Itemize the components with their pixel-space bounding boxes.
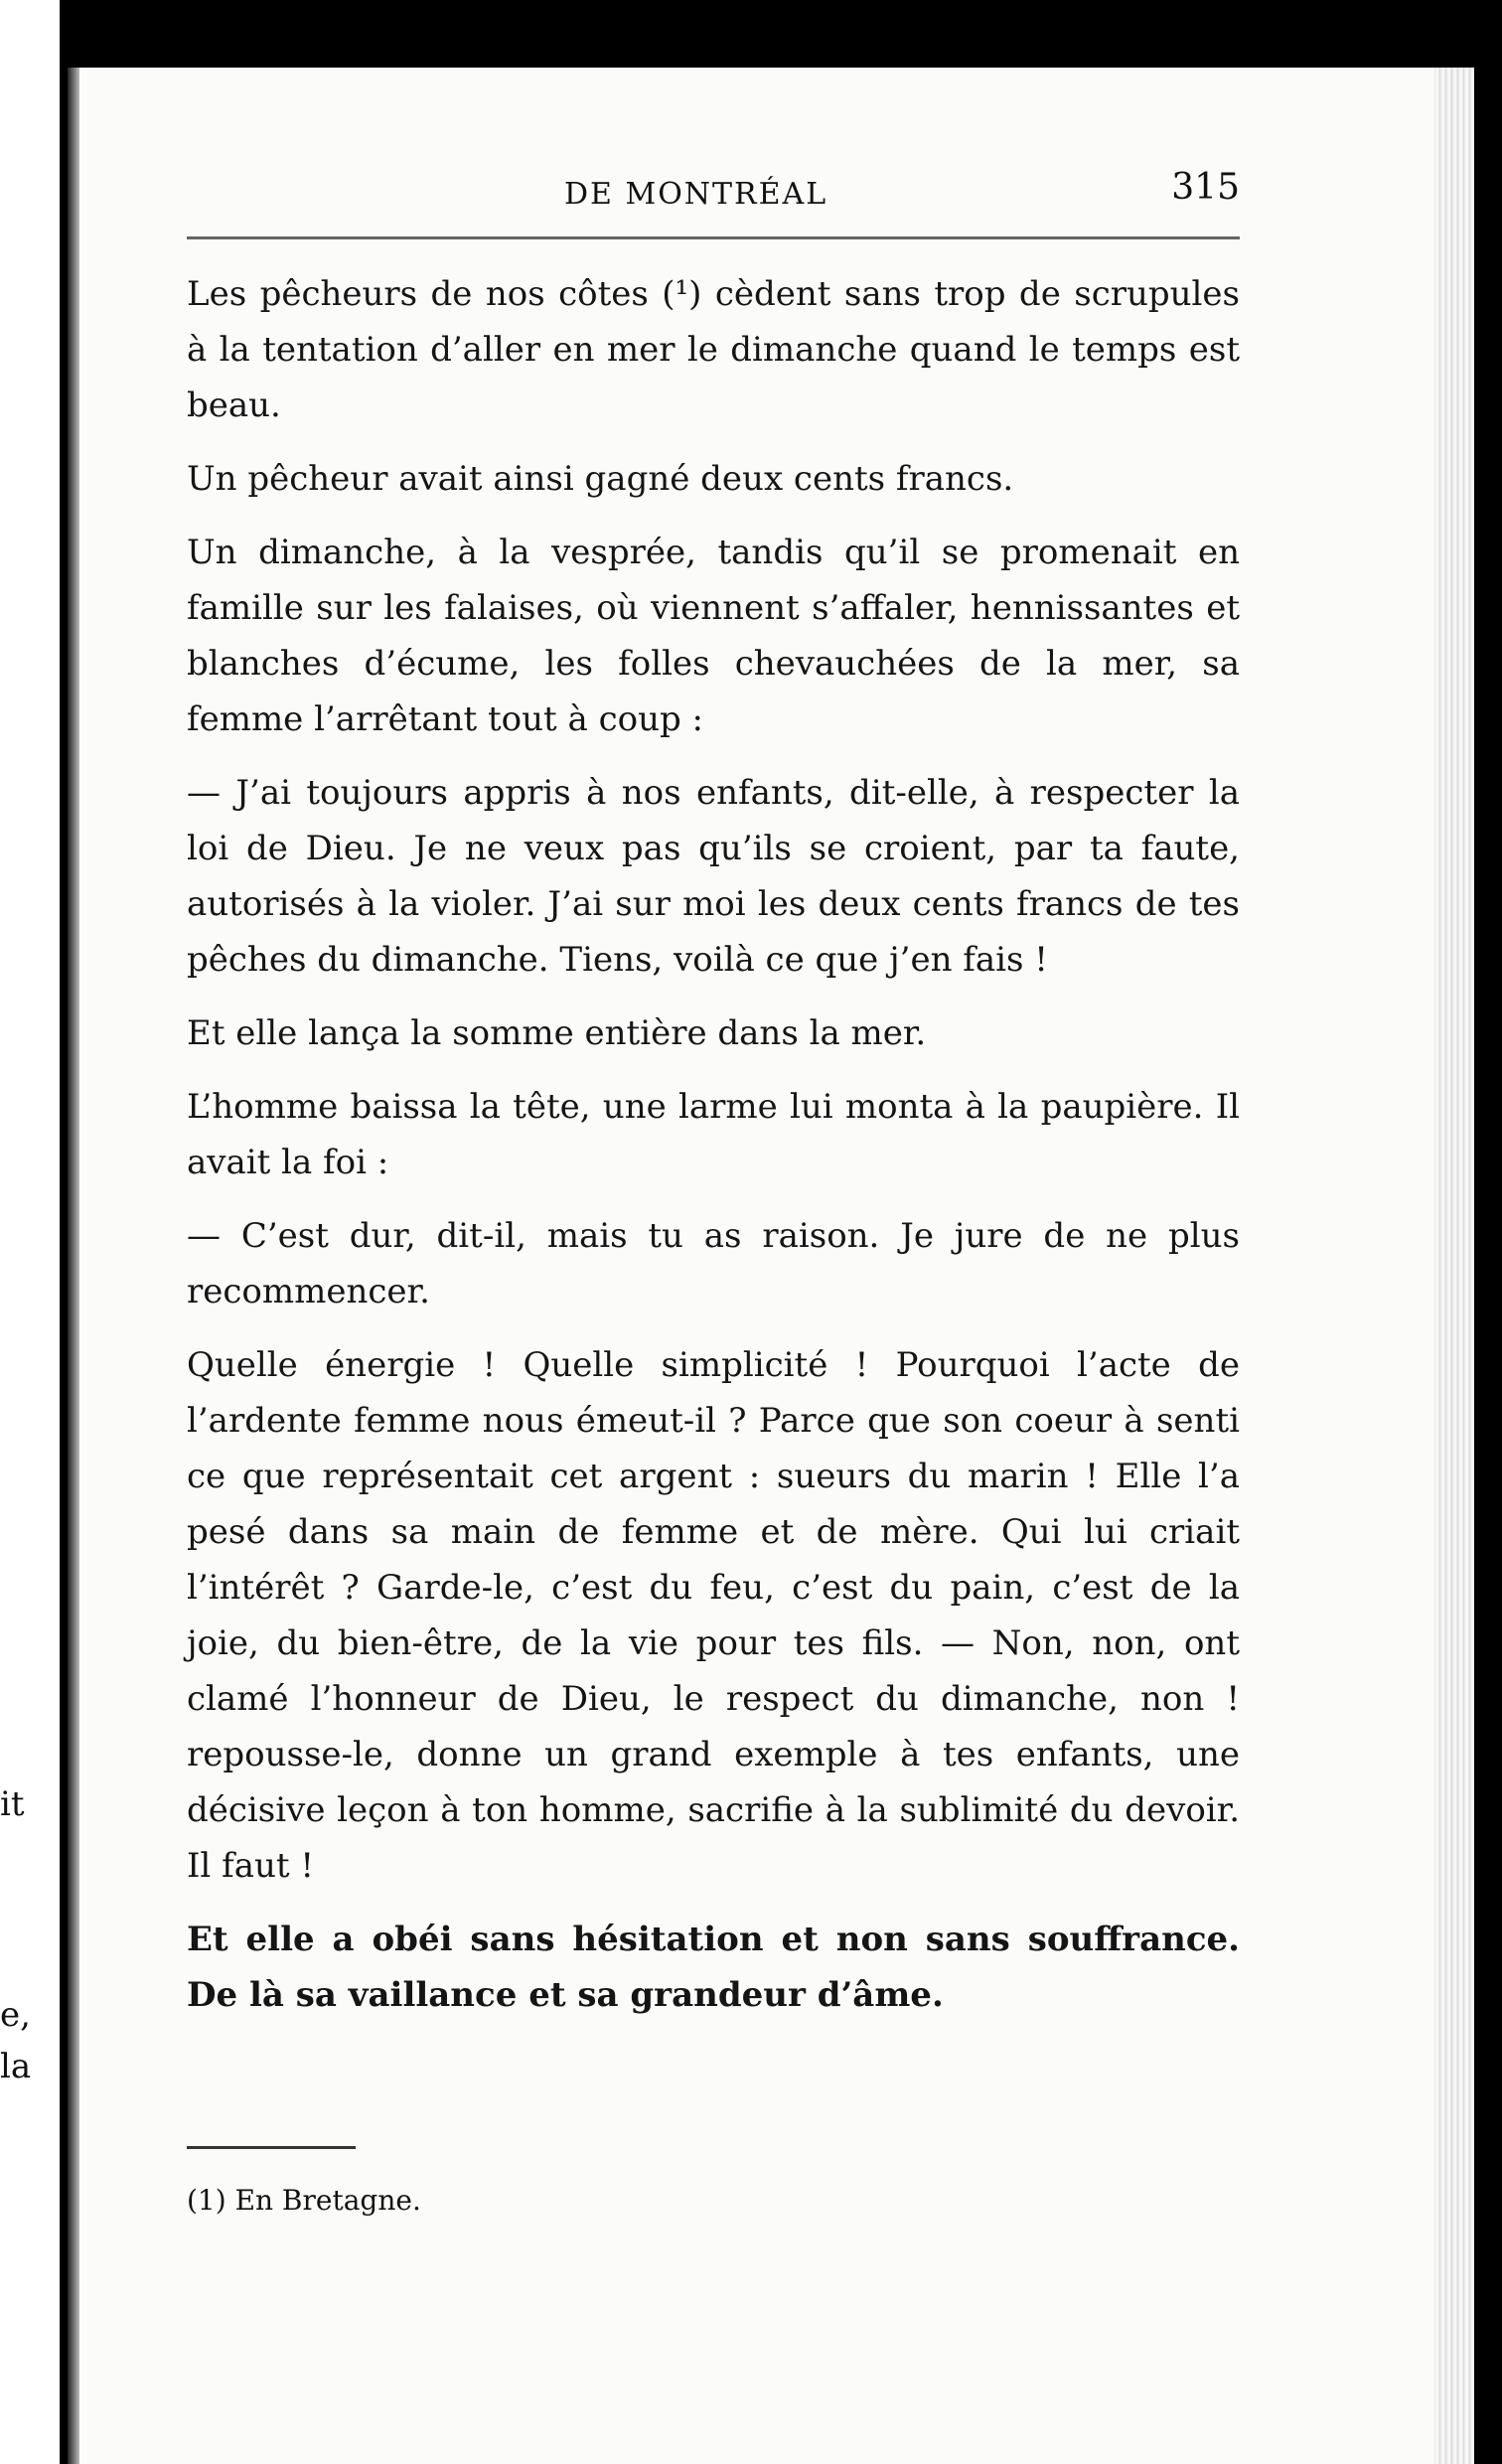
left-gutter xyxy=(0,0,60,2464)
book-page xyxy=(68,68,1474,2464)
page-number: 315 xyxy=(1171,167,1240,208)
paragraph: — C’est dur, dit-il, mais tu as raison. Je jure de ne plus recommencer. xyxy=(187,1216,1240,1311)
footnote-rule xyxy=(187,2146,356,2149)
running-title: DE MONTRÉAL xyxy=(564,177,828,212)
page-right-edge xyxy=(1434,68,1474,2464)
paragraph: Et elle lança la somme entière dans la mer. xyxy=(187,1013,927,1053)
paragraph: Les pêcheurs de nos côtes (¹) cèdent sans trop de scrupules à la tentation d’aller en mer le dimanche quand le temps est beau. xyxy=(187,274,1240,425)
gutter-fragment: it xyxy=(0,1784,25,1824)
body-text xyxy=(187,266,1240,2041)
paragraph: Un pêcheur avait ainsi gagné deux cents francs. xyxy=(187,459,1014,499)
paragraph: — J’ai toujours appris à nos enfants, dit-elle, à respecter la loi de Dieu. Je ne veux pas qu’ils se croient, par ta faute, autorisés à la violer. J’ai sur moi les deux cents francs de tes pêches du dimanche. Tiens, voilà ce que j’en fais ! xyxy=(187,773,1240,980)
page-header xyxy=(187,167,1240,227)
gutter-fragment: la xyxy=(0,2047,32,2086)
page-left-edge xyxy=(68,68,79,2464)
paragraph: Quelle énergie ! Quelle simplicité ! Pourquoi l’acte de l’ardente femme nous émeut-il ? Parce que son coeur à senti ce que représentait cet argent : sueurs du marin ! Elle l’a pesé dans sa main de femme et de mère. Qui lui criait l’intérêt ? Garde-le, c’est du feu, c’est du pain, c’est de la joie, du bien-être, de la vie pour tes fils. — Non, non, ont clamé l’honneur de Dieu, le respect du dimanche, non ! repousse-le, donne un grand exemple à tes enfants, une décisive leçon à ton homme, sacrifie à la sublimité du devoir. Il faut ! xyxy=(187,1345,1240,1886)
paragraph-conclusion: Et elle a obéi sans hésitation et non sans souffrance. De là sa vaillance et sa grandeur d’âme. xyxy=(187,1920,1240,2015)
gutter-fragment: e, xyxy=(0,1995,31,2035)
footnote: (1) En Bretagne. xyxy=(187,2184,421,2217)
paragraph: L’homme baissa la tête, une larme lui monta à la paupière. Il avait la foi : xyxy=(187,1087,1240,1182)
header-rule xyxy=(187,236,1240,239)
paragraph: Un dimanche, à la vesprée, tandis qu’il se promenait en famille sur les falaises, où viennent s’affaler, hennissantes et blanches d’écume, les folles chevauchées de la mer, sa femme l’arrêtant tout à coup : xyxy=(187,533,1240,739)
